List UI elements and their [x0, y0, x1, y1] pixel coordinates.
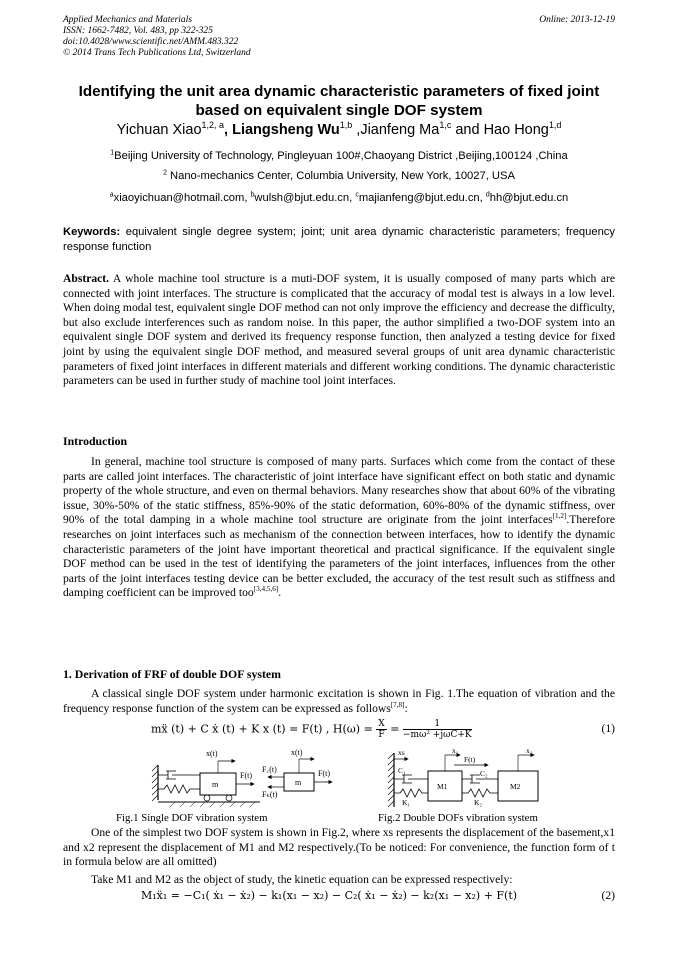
equation-number: (2)	[601, 889, 615, 902]
paragraph-text: A classical single DOF system under harmonic excitation is shown in Fig. 1.The equation of vibration and the frequency response function of the system can be expressed as follows	[63, 687, 615, 715]
affiliation-2	[50, 170, 628, 182]
spring-1	[394, 789, 428, 797]
issn: ISSN: 1662-7482, Vol. 483, pp 322-325	[63, 26, 213, 36]
keywords-label: Keywords:	[63, 226, 121, 238]
force-label: F(t)	[318, 769, 330, 778]
introduction-paragraph	[63, 455, 615, 601]
author-name: ,Jianfeng Ma	[352, 122, 440, 138]
email-link[interactable]: wulsh@bjut.edu.cn,	[254, 192, 356, 204]
figure-1-diagram	[150, 745, 280, 813]
email-mark: d	[485, 191, 490, 199]
author-affiliation-mark: 1,b	[339, 120, 353, 131]
wall-hatch	[152, 765, 158, 801]
affiliation-1	[50, 150, 628, 162]
displacement-label: x(t)	[291, 748, 303, 757]
author-affiliation-mark: 1,c	[439, 120, 452, 131]
paragraph-text: In general, machine tool structure is composed of many parts. Surfaces which come from the contact of these parts are called joint interfaces. The characteristic of joint interface have significant effect on both static and dynamic property of the whole structure, and even on thermal behaviors. Many researches show that about 60% of the vibrating issue, 30%-50% of the static stiffness, 85%-90% of the static deformation, 60%-80% of the dynamic stiffness, over 90% of the total damping in a whole machine tool structure are originate from the joint interfaces	[63, 455, 615, 527]
email-mark: a	[109, 191, 114, 199]
equation-text: mẍ (t) + C ẋ (t) + K x (t) = F(t) , H(ω) =	[151, 722, 377, 736]
fraction-denominator: −mω² +jωC+K	[402, 730, 472, 740]
fraction-numerator: X	[378, 719, 385, 729]
figure-1-caption: Fig.1 Single DOF vibration system	[116, 812, 268, 824]
x1-label: x₁	[452, 746, 459, 755]
section1-paragraph-2: One of the simplest two DOF system is shown in Fig.2, where xs represents the displacement of the basement,x1 and x2 represent the displacement of M1 and M2 respectively.(To be noticed: For convenience, the function form of t in formula below are all omitted)	[63, 826, 615, 869]
figure-2-caption: Fig.2 Double DOFs vibration system	[378, 812, 538, 824]
c2-label: C₂	[480, 769, 488, 778]
mass-label: m	[295, 778, 302, 787]
figure-1-free-body	[262, 745, 362, 813]
email-list	[50, 192, 628, 204]
mass-label: m	[212, 780, 219, 789]
email-link[interactable]: majianfeng@bjut.edu.cn,	[358, 192, 486, 204]
fraction-denominator: F	[378, 730, 385, 740]
force-label: F(t)	[240, 771, 252, 780]
fraction	[376, 719, 386, 740]
xs-label: xs	[398, 748, 405, 757]
equation-text: M₁ẍ₁ = −C₁( ẋ₁ − ẋ₂) − k₁(x₁ − x₂) − C₂( ẋ₁ − ẋ₂) − k₂(x₁ − x₂) + F(t)	[141, 889, 518, 902]
email-mark: b	[250, 191, 255, 199]
equation-text: =	[386, 722, 403, 736]
journal-header	[63, 15, 615, 59]
section1-paragraph-1	[63, 687, 615, 716]
force-label: F(t)	[464, 755, 476, 764]
paragraph-text: .	[278, 586, 282, 600]
section1-paragraph-3: Take M1 and M2 as the object of study, the kinetic equation can be expressed respectively:	[91, 873, 513, 886]
author-name: Yichuan Xiao	[116, 122, 202, 138]
email-link[interactable]: xiaoyichuan@hotmail.com,	[113, 192, 251, 204]
keywords	[63, 225, 615, 255]
affiliation-text: Beijing University of Technology, Pingleyuan 100#,Chaoyang District ,Beijing,100124 ,China	[114, 150, 568, 162]
k2-label: K₂	[474, 798, 483, 807]
citation[interactable]: [7,8]	[390, 700, 405, 709]
paragraph-text: :	[404, 701, 408, 715]
paper-title: Identifying the unit area dynamic characteristic parameters of fixed joint based on equivalent single DOF system	[78, 83, 600, 119]
damper	[158, 771, 200, 779]
spring-2	[462, 789, 498, 797]
fraction-numerator: 1	[403, 719, 472, 730]
section-heading-1: 1. Derivation of FRF of double DOF system	[63, 667, 282, 681]
author-affiliation-mark: 1,d	[548, 120, 562, 131]
k1-label: K₁	[402, 798, 411, 807]
damper-1	[394, 775, 428, 783]
author-affiliation-mark: 1,2, a	[201, 120, 225, 131]
figure-2-diagram	[376, 745, 576, 813]
x2-label: x₂	[526, 746, 533, 755]
abstract-label: Abstract.	[63, 272, 110, 285]
fraction	[403, 719, 472, 740]
m2-label: M2	[510, 782, 521, 791]
base-hatch	[388, 753, 394, 807]
spring	[158, 785, 200, 793]
journal-name: Applied Mechanics and Materials	[63, 15, 193, 25]
email-link[interactable]: hh@bjut.edu.cn	[489, 192, 569, 204]
damping-force-label: F꜀(t)	[262, 765, 277, 774]
wheel-icon	[204, 795, 210, 801]
citation[interactable]: [1,2]	[552, 512, 567, 521]
keywords-text: equivalent single degree system; joint; unit area dynamic characteristic parameters; frequency response function	[63, 226, 615, 253]
wheel-icon	[226, 795, 232, 801]
section-heading-introduction: Introduction	[63, 434, 128, 448]
affiliation-mark: 2	[163, 169, 167, 177]
doi: doi:10.4028/www.scientific.net/AMM.483.322	[63, 37, 239, 47]
c1-label: C₁	[398, 766, 406, 775]
author-name: , Liangsheng Wu	[224, 122, 340, 138]
abstract-text: A whole machine tool structure is a muti-DOF system, it is usually composed of many parts which are connected with joint interfaces. The structure is complicated that the accuracy of modal test is always in a low level. When doing modal test, equivalent single DOF method can not only improve the efficiency and decrease the difficulty, but also exclude interferences such as random noise. In this paper, the author simplified a two-DOF system into an equivalent single DOF system and derived its frequency response function, then analyzed a testing device for fixed joint by using the equivalent single DOF method, and measured several groups of unit area dynamic characteristic parameters of fixed joint interfaces in different materials and different working conditions. The dynamic characteristic parameters can be used in further study of machine tool joint interfaces.	[63, 272, 615, 388]
citation[interactable]: [3,4,5,6]	[253, 585, 279, 594]
equation-number: (1)	[601, 722, 615, 735]
spring-force-label: Fₖ(t)	[262, 790, 278, 799]
author-list	[50, 122, 628, 138]
author-name: and Hao Hong	[451, 122, 549, 138]
paragraph-text: .Therefore researches on joint interfaces such as mechanism of the connection between interfaces, how to identify the dynamic characteristic parameters of the joint have important theoretical and practical significance. If the equivalent single DOF method can be used in the test of identifying the parameters of the joint interfaces, influences from the other parts of the joint interfaces testing device can be better excluded, the accuracy of the test result such as stiffness and damping coefficient can be improved too	[63, 513, 615, 600]
abstract	[63, 272, 615, 389]
copyright: © 2014 Trans Tech Publications Ltd, Switzerland	[63, 48, 251, 58]
ground-hatch	[170, 802, 255, 807]
email-mark: c	[355, 191, 359, 199]
affiliation-text: Nano-mechanics Center, Columbia University, New York, 10027, USA	[166, 170, 515, 182]
affiliation-mark: 1	[110, 149, 115, 157]
displacement-label: x(t)	[206, 749, 218, 758]
m1-label: M1	[437, 782, 448, 791]
online-date: Online: 2013-12-19	[539, 15, 615, 25]
